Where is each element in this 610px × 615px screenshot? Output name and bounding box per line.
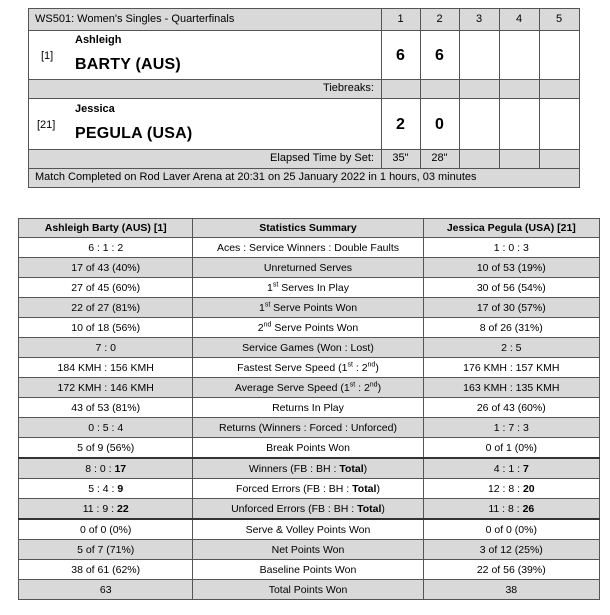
stat-player2-value: 0 of 0 (0%) bbox=[423, 519, 599, 540]
stats-row-returns-in-play bbox=[19, 398, 600, 418]
stats-row-baseline-points bbox=[19, 560, 600, 580]
stats-row-average-serve bbox=[19, 378, 600, 398]
grid-line bbox=[499, 9, 500, 168]
stat-label: Baseline Points Won bbox=[193, 560, 423, 580]
stat-player2-value: 163 KMH : 135 KMH bbox=[423, 378, 599, 398]
stat-player1-value: 6 : 1 : 2 bbox=[19, 238, 193, 258]
stat-player1-value: 11 : 9 : 22 bbox=[19, 499, 193, 520]
stat-player2-value: 176 KMH : 157 KMH bbox=[423, 358, 599, 378]
grid-line bbox=[459, 9, 460, 168]
stats-row-first-serve-won bbox=[19, 298, 600, 318]
statistics-table bbox=[18, 218, 600, 600]
match-footer: Match Completed on Rod Laver Arena at 20:31 on 25 January 2022 in 1 hours, 03 minutes bbox=[35, 171, 477, 183]
player1-set1-score: 6 bbox=[396, 47, 405, 64]
player1-last-name: BARTY (AUS) bbox=[75, 56, 181, 73]
stat-player1-value: 43 of 53 (81%) bbox=[19, 398, 193, 418]
elapsed-set2: 28" bbox=[431, 152, 448, 164]
stat-label: Average Serve Speed (1st : 2nd) bbox=[193, 378, 423, 398]
stat-label: Total Points Won bbox=[193, 580, 423, 600]
stat-label: 2nd Serve Points Won bbox=[193, 318, 423, 338]
event-title: WS501: Women's Singles - Quarterfinals bbox=[35, 13, 235, 25]
grid-line bbox=[539, 9, 540, 168]
stats-row-service-games bbox=[19, 338, 600, 358]
stat-player1-value: 38 of 61 (62%) bbox=[19, 560, 193, 580]
stat-player1-value: 8 : 0 : 17 bbox=[19, 458, 193, 479]
player1-seed: [1] bbox=[41, 50, 54, 62]
stat-player1-value: 172 KMH : 146 KMH bbox=[19, 378, 193, 398]
stat-label: Returns (Winners : Forced : Unforced) bbox=[193, 418, 423, 438]
stats-header-row bbox=[19, 219, 600, 238]
scoreboard bbox=[28, 8, 580, 188]
stats-header-summary: Statistics Summary bbox=[193, 219, 423, 238]
stat-player2-value: 26 of 43 (60%) bbox=[423, 398, 599, 418]
stat-player2-value: 8 of 26 (31%) bbox=[423, 318, 599, 338]
stat-player1-value: 27 of 45 (60%) bbox=[19, 278, 193, 298]
stat-label: Break Points Won bbox=[193, 438, 423, 459]
stat-label: Fastest Serve Speed (1st : 2nd) bbox=[193, 358, 423, 378]
stat-label: Forced Errors (FB : BH : Total) bbox=[193, 479, 423, 499]
stat-label: Serve & Volley Points Won bbox=[193, 519, 423, 540]
set-header-3: 3 bbox=[475, 13, 483, 25]
stat-player1-value: 22 of 27 (81%) bbox=[19, 298, 193, 318]
player2-last-name: PEGULA (USA) bbox=[75, 125, 193, 142]
grid-line bbox=[29, 168, 579, 169]
stat-player1-value: 17 of 43 (40%) bbox=[19, 258, 193, 278]
stat-player1-value: 0 of 0 (0%) bbox=[19, 519, 193, 540]
stats-row-fastest-serve bbox=[19, 358, 600, 378]
player2-set1-score: 2 bbox=[396, 116, 405, 133]
grid-line bbox=[29, 30, 579, 31]
stat-player2-value: 2 : 5 bbox=[423, 338, 599, 358]
stats-row-aces bbox=[19, 238, 600, 258]
player2-set2-score: 0 bbox=[435, 116, 444, 133]
grid-line bbox=[420, 9, 421, 168]
stat-label: Unforced Errors (FB : BH : Total) bbox=[193, 499, 423, 520]
player1-first-name: Ashleigh bbox=[75, 34, 122, 46]
stat-label: Service Games (Won : Lost) bbox=[193, 338, 423, 358]
set-header-2: 2 bbox=[436, 13, 443, 25]
stat-player2-value: 10 of 53 (19%) bbox=[423, 258, 599, 278]
stats-header-player1: Ashleigh Barty (AUS) [1] bbox=[19, 219, 193, 238]
grid-line bbox=[381, 9, 382, 168]
stat-player2-value: 38 bbox=[423, 580, 599, 600]
stat-player2-value: 30 of 56 (54%) bbox=[423, 278, 599, 298]
stat-label: Net Points Won bbox=[193, 540, 423, 560]
stat-label: Unreturned Serves bbox=[193, 258, 423, 278]
stat-player2-value: 1 : 7 : 3 bbox=[423, 418, 599, 438]
stats-row-second-serve-won bbox=[19, 318, 600, 338]
stat-player1-value: 5 : 4 : 9 bbox=[19, 479, 193, 499]
stats-row-net-points bbox=[19, 540, 600, 560]
stat-player2-value: 0 of 1 (0%) bbox=[423, 438, 599, 459]
stat-player2-value: 17 of 30 (57%) bbox=[423, 298, 599, 318]
stat-player1-value: 10 of 18 (56%) bbox=[19, 318, 193, 338]
stat-player1-value: 7 : 0 bbox=[19, 338, 193, 358]
stats-row-returns bbox=[19, 418, 600, 438]
stat-player2-value: 22 of 56 (39%) bbox=[423, 560, 599, 580]
stats-row-unreturned-serves bbox=[19, 258, 600, 278]
stats-row-total-points bbox=[19, 580, 600, 600]
stats-row-serve-volley bbox=[19, 519, 600, 540]
set-header-1: 1 bbox=[397, 13, 404, 25]
player2-first-name: Jessica bbox=[75, 103, 115, 115]
stat-label: 1st Serve Points Won bbox=[193, 298, 423, 318]
stats-header-player2: Jessica Pegula (USA) [21] bbox=[423, 219, 599, 238]
tiebreaks-label: Tiebreaks: bbox=[323, 82, 374, 94]
stats-row-winners bbox=[19, 458, 600, 479]
stat-player1-value: 63 bbox=[19, 580, 193, 600]
stat-player2-value: 12 : 8 : 20 bbox=[423, 479, 599, 499]
stats-row-first-serves-in bbox=[19, 278, 600, 298]
stat-player2-value: 4 : 1 : 7 bbox=[423, 458, 599, 479]
stats-row-unforced-errors bbox=[19, 499, 600, 520]
stat-player2-value: 1 : 0 : 3 bbox=[423, 238, 599, 258]
stat-player2-value: 11 : 8 : 26 bbox=[423, 499, 599, 520]
set-header-4: 4 bbox=[515, 13, 523, 25]
stat-player1-value: 184 KMH : 156 KMH bbox=[19, 358, 193, 378]
grid-line bbox=[29, 149, 579, 150]
player1-set2-score: 6 bbox=[435, 47, 444, 64]
stat-player1-value: 0 : 5 : 4 bbox=[19, 418, 193, 438]
stat-label: Returns In Play bbox=[193, 398, 423, 418]
stat-label: Winners (FB : BH : Total) bbox=[193, 458, 423, 479]
stat-player1-value: 5 of 9 (56%) bbox=[19, 438, 193, 459]
elapsed-label: Elapsed Time by Set: bbox=[270, 152, 374, 164]
set-header-5: 5 bbox=[555, 13, 563, 25]
stat-label: 1st Serves In Play bbox=[193, 278, 423, 298]
grid-line bbox=[29, 98, 579, 99]
stat-player2-value: 3 of 12 (25%) bbox=[423, 540, 599, 560]
grid-line bbox=[29, 79, 579, 80]
stats-row-break-points bbox=[19, 438, 600, 459]
stats-row-forced-errors bbox=[19, 479, 600, 499]
player2-seed: [21] bbox=[37, 119, 56, 131]
elapsed-set1: 35" bbox=[392, 152, 409, 164]
stat-player1-value: 5 of 7 (71%) bbox=[19, 540, 193, 560]
stat-label: Aces : Service Winners : Double Faults bbox=[193, 238, 423, 258]
